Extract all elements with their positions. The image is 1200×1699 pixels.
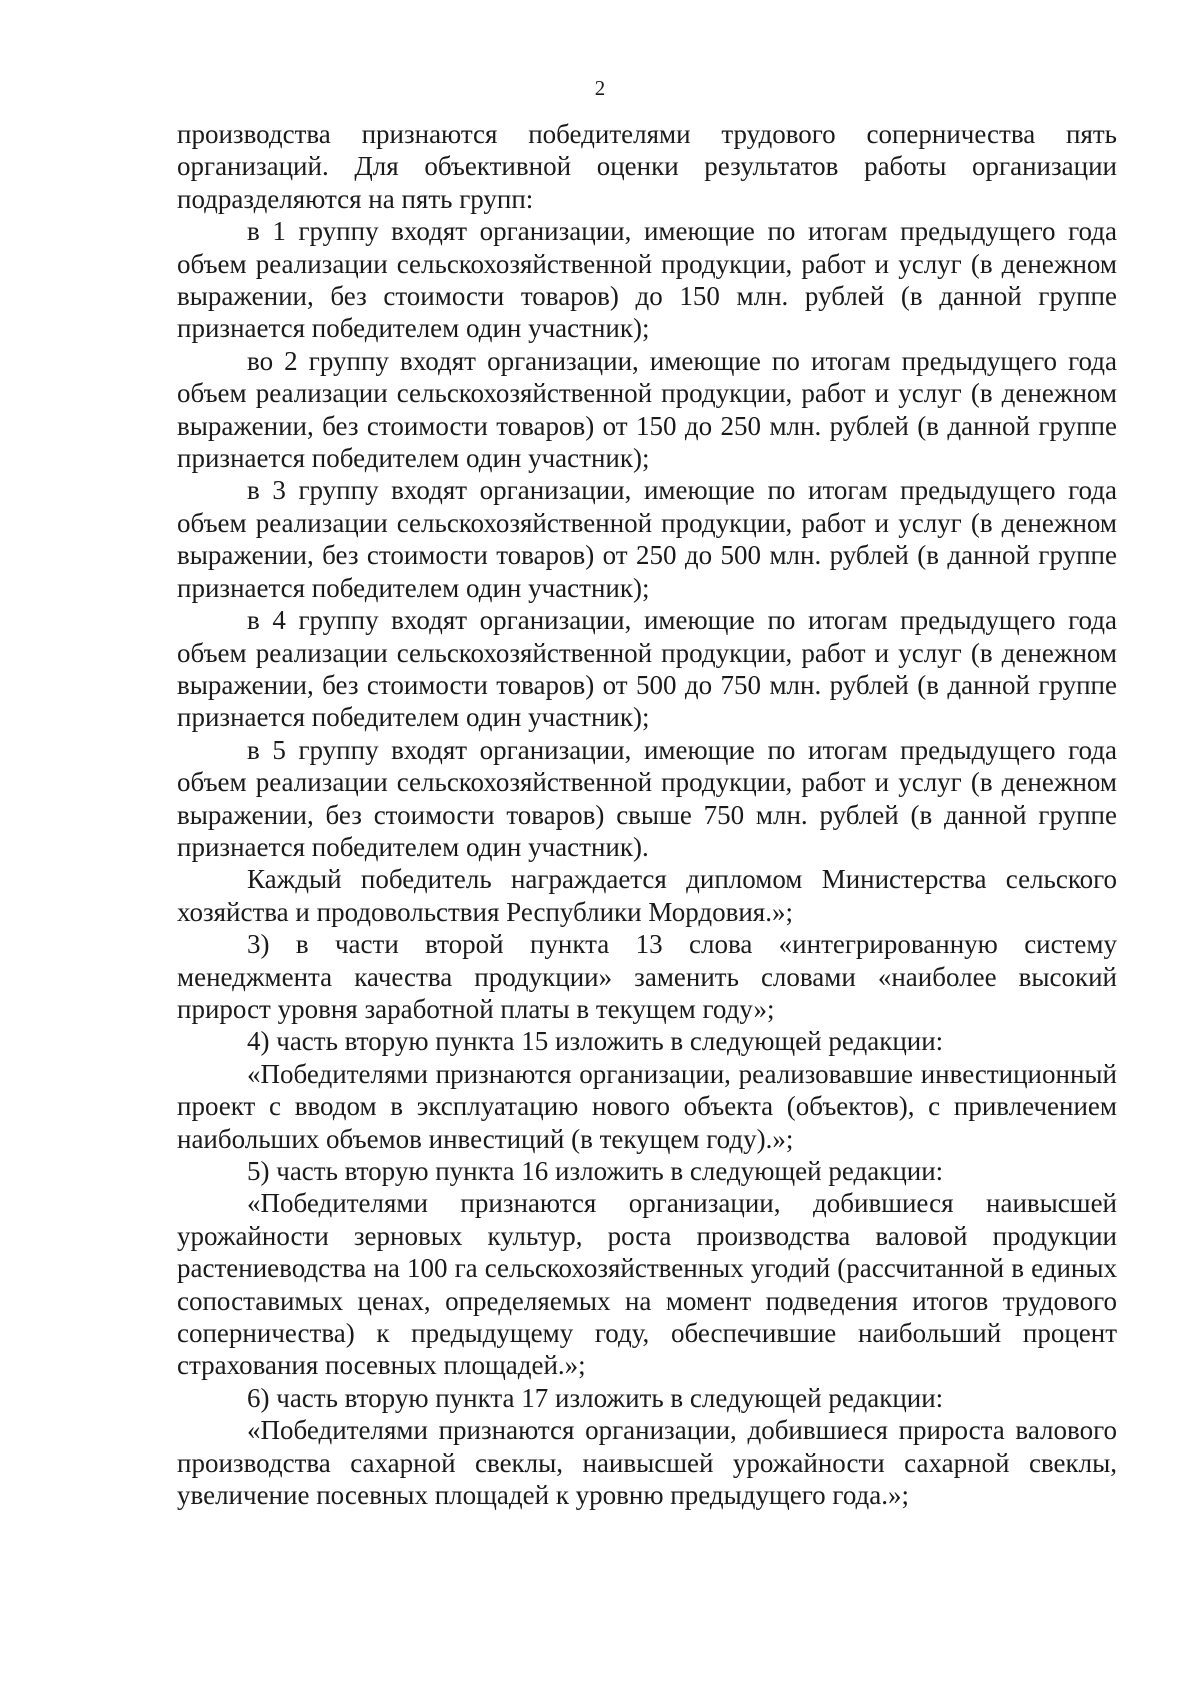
- paragraph-item-3: 3) в части второй пункта 13 слова «интегрированную систему менеджмента качества продукции» заменить словами «наиболее высокий прирост уровня заработной платы в текущем году»;: [177, 929, 1117, 1024]
- paragraph-group-5: в 5 группу входят организации, имеющие по итогам предыдущего года объем реализации сельскохозяйственной продукции, работ и услуг (в денежном выражении, без стоимости товаров) свыше 750 млн. рублей (в данной группе признается победителем один участник).: [177, 734, 1117, 862]
- document-body: [177, 118, 1117, 1511]
- paragraph-item-6-text: «Победителями признаются организации, добившиеся прироста валового производства сахарной свеклы, наивысшей урожайности сахарной свеклы, увеличение посевных площадей к уровню предыдущего года.»;: [177, 1415, 1117, 1511]
- paragraph-group-1: в 1 группу входят организации, имеющие по итогам предыдущего года объем реализации сельскохозяйственной продукции, работ и услуг (в денежном выражении, без стоимости товаров) до 150 млн. рублей (в данной группе признается победителем один участник);: [177, 216, 1117, 344]
- paragraph-group-2: во 2 группу входят организации, имеющие по итогам предыдущего года объем реализации сельскохозяйственной продукции, работ и услуг (в денежном выражении, без стоимости товаров) от 150 до 250 млн. рублей (в данной группе признается победителем один участник);: [177, 345, 1117, 474]
- paragraph-item-5-text: «Победителями признаются организации, добившиеся наивысшей урожайности зерновых культур, роста производства валовой продукции растениеводства на 100 га сельскохозяйственных угодий (рассчитанной в единых сопоставимых ценах, определяемых на момент подведения итогов трудового соперничества) к предыдущему году, обеспечившие наибольший процент страхования посевных площадей.»;: [177, 1188, 1117, 1381]
- page-number: 2: [594, 76, 606, 100]
- paragraph-award: Каждый победитель награждается дипломом Министерства сельского хозяйства и продовольствия Республики Мордовия.»;: [177, 864, 1117, 927]
- paragraph-item-4-text: «Победителями признаются организации, реализовавшие инвестиционный проект с вводом в эксплуатацию нового объекта (объектов), с привлечением наибольших объемов инвестиций (в текущем году).»;: [177, 1058, 1117, 1154]
- paragraph-item-6: 6) часть вторую пункта 17 изложить в следующей редакции:: [247, 1382, 944, 1413]
- paragraph-group-3: в 3 группу входят организации, имеющие по итогам предыдущего года объем реализации сельскохозяйственной продукции, работ и услуг (в денежном выражении, без стоимости товаров) от 250 до 500 млн. рублей (в данной группе признается победителем один участник);: [177, 475, 1117, 603]
- paragraph-item-5: 5) часть вторую пункта 16 изложить в следующей редакции:: [247, 1156, 944, 1186]
- paragraph-continuation: производства признаются победителями трудового соперничества пять организаций. Для объективной оценки результатов работы организации подразделяются на пять групп:: [177, 119, 1117, 214]
- paragraph-group-4: в 4 группу входят организации, имеющие по итогам предыдущего года объем реализации сельскохозяйственной продукции, работ и услуг (в денежном выражении, без стоимости товаров) от 500 до 750 млн. рублей (в данной группе признается победителем один участник);: [177, 605, 1117, 733]
- paragraph-item-4: 4) часть вторую пункта 15 изложить в следующей редакции:: [247, 1026, 944, 1057]
